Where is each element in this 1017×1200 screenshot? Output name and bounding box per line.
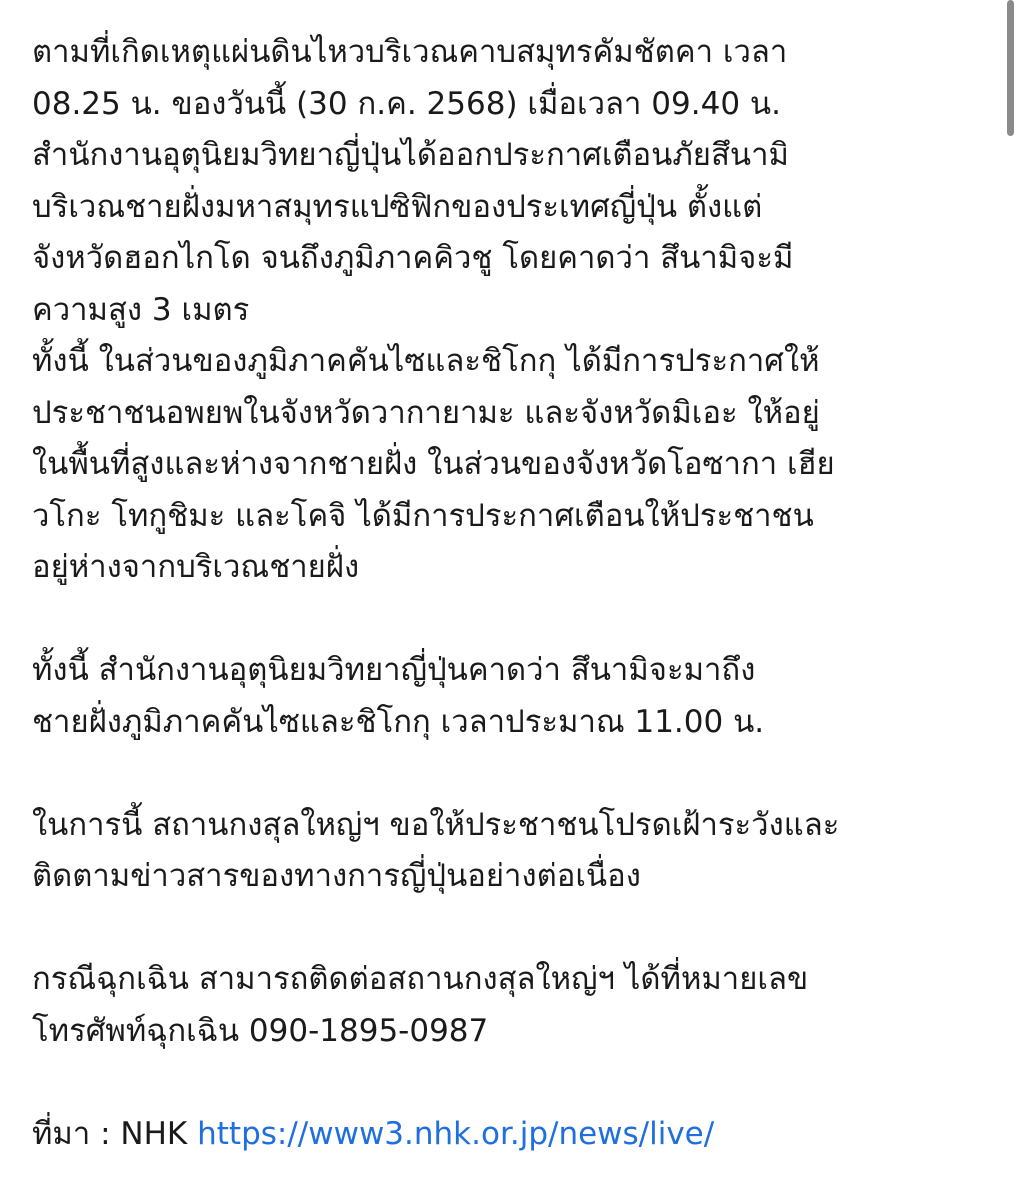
paragraph-emergency-contact <box>32 954 982 1057</box>
text-line: ทั้งนี้ ในส่วนของภูมิภาคคันไซและชิโกกุ ได้มีการประกาศให้ <box>32 343 820 379</box>
paragraph-spacer <box>32 748 982 800</box>
paragraph-advisory <box>32 800 982 903</box>
source-link[interactable]: https://www3.nhk.or.jp/news/live/ <box>197 1115 715 1152</box>
text-line: บริเวณชายฝั่งมหาสมุทรแปซิฟิกของประเทศญี่ปุ่น ตั้งแต่ <box>32 188 763 225</box>
text-line: ประชาชนอพยพในจังหวัดวากายามะ และจังหวัดมิเอะ ให้อยู่ <box>32 394 820 431</box>
text-line: ทั้งนี้ สำนักงานอุตุนิยมวิทยาญี่ปุ่นคาดว่า สึนามิจะมาถึง <box>32 652 756 688</box>
text-line: โทรศัพท์ฉุกเฉิน 090-1895-0987 <box>32 1012 489 1049</box>
paragraph-announcement <box>32 27 982 594</box>
text-line: ในพื้นที่สูงและห่างจากชายฝั่ง ในส่วนของจังหวัดโอซากา เฮีย <box>32 446 835 482</box>
text-line: จังหวัดฮอกไกโด จนถึงภูมิภาคคิวชู โดยคาดว่า สึนามิจะมี <box>32 240 794 276</box>
text-line: ชายฝั่งภูมิภาคคันไซและชิโกกุ เวลาประมาณ 11.00 น. <box>32 703 765 740</box>
paragraph-arrival-estimate <box>32 645 982 748</box>
paragraph-spacer <box>32 594 982 646</box>
text-line: ในการนี้ สถานกงสุลใหญ่ฯ ขอให้ประชาชนโปรดเฝ้าระวังและ <box>32 806 840 843</box>
text-line: 08.25 น. ของวันนี้ (30 ก.ค. 2568) เมื่อเวลา 09.40 น. <box>32 85 781 122</box>
paragraph-spacer <box>32 903 982 955</box>
text-line: ติดตามข่าวสารของทางการญี่ปุ่นอย่างต่อเนื่อง <box>32 858 641 894</box>
message-body <box>32 27 982 1160</box>
source-label: ที่มา : NHK <box>32 1115 188 1152</box>
paragraph-spacer <box>32 1057 982 1109</box>
scroll-indicator[interactable] <box>1007 0 1014 136</box>
text-line: วโกะ โทกูชิมะ และโคจิ ได้มีการประกาศเตือนให้ประชาชน <box>32 497 814 534</box>
text-line: อยู่ห่างจากบริเวณชายฝั่ง <box>32 549 360 585</box>
source-line <box>32 1109 982 1161</box>
text-line: กรณีฉุกเฉิน สามารถติดต่อสถานกงสุลใหญ่ฯ ได้ที่หมายเลข <box>32 961 809 997</box>
text-line: ตามที่เกิดเหตุแผ่นดินไหวบริเวณคาบสมุทรคัมชัตคา เวลา <box>32 34 788 70</box>
text-line: สำนักงานอุตุนิยมวิทยาญี่ปุ่นได้ออกประกาศเตือนภัยสึนามิ <box>32 137 789 173</box>
text-line: ความสูง 3 เมตร <box>32 291 250 328</box>
